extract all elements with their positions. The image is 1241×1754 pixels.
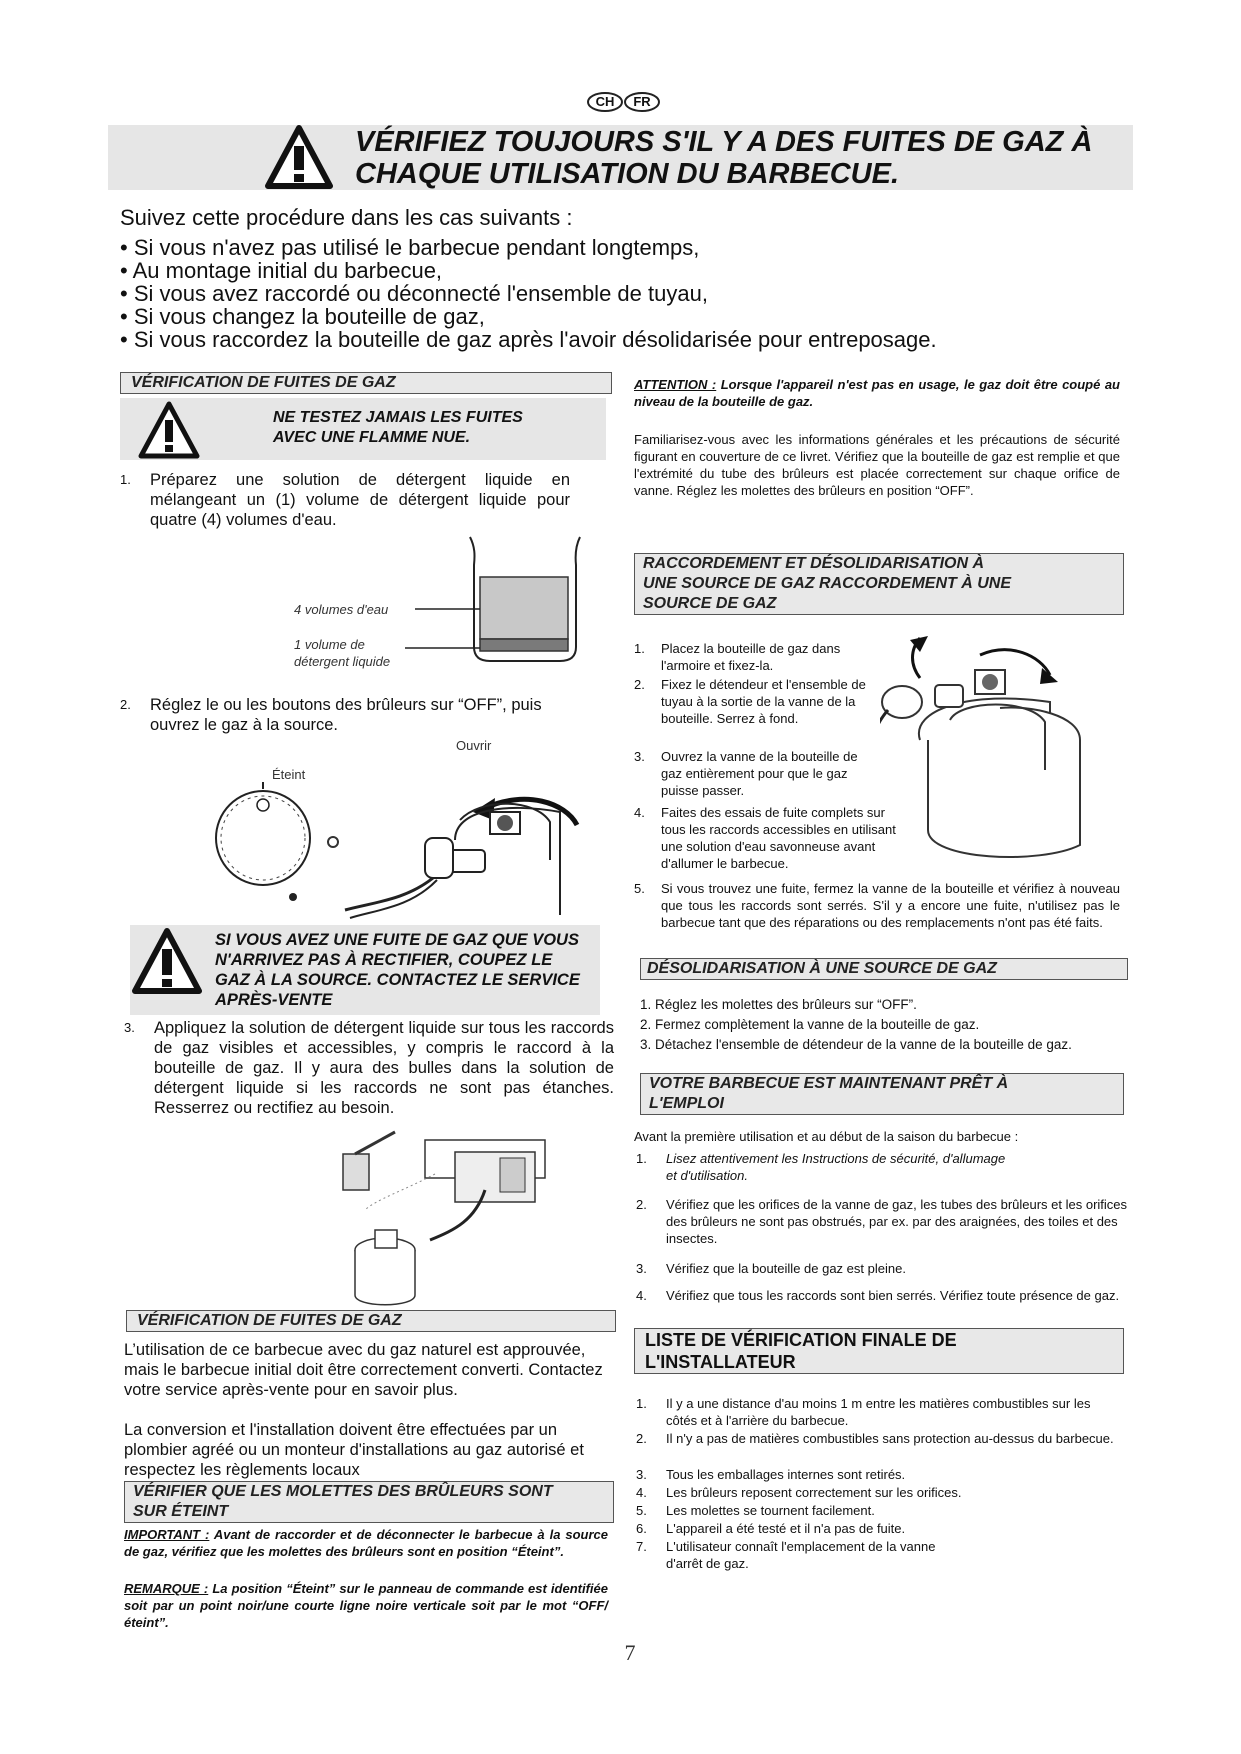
detergent-label: 1 volume de détergent liquide (294, 637, 391, 669)
valve-open-label: Ouvrir (456, 738, 492, 753)
bullet-item: • Au montage initial du barbecue, (120, 258, 443, 283)
leak-check-header: VÉRIFICATION DE FUITES DE GAZ (120, 372, 612, 394)
warning-triangle-icon (138, 400, 200, 460)
bullet-item: • Si vous n'avez pas utilisé le barbecue pendant longtemps, (120, 235, 700, 260)
step1: 1. Préparez une solution de détergent liquide en mélangeant un (1) volume de détergent liquide pour quatre (4) volumes d'eau. (120, 471, 570, 529)
attention-note: ATTENTION : Lorsque l'appareil n'est pas en usage, le gaz doit être coupé au niveau de la bouteille de gaz. (634, 377, 1120, 409)
cylinder-regulator-illustration (880, 630, 1135, 870)
connect-step-5: 5. Si vous trouvez une fuite, fermez la vanne de la bouteille et vérifiez à nouveau que tous les raccords sont serrés. S'il y a encore une fuite, n'utilisez pas le barbecue tant que des réparations ou des remplacements n'ont pas été faits. (634, 881, 1120, 930)
ready-step-4: 4. Vérifiez que tous les raccords sont bien serrés. Vérifiez toute présence de gaz. (636, 1288, 1120, 1303)
checklist-item-5: 5. Les molettes se tournent facilement. (636, 1503, 875, 1518)
ready-step-3: 3. Vérifiez que la bouteille de gaz est pleine. (636, 1261, 906, 1276)
flame-warning-text: NE TESTEZ JAMAIS LES FUITES AVEC UNE FLAMME NUE. (273, 409, 523, 446)
ready-intro: Avant la première utilisation et au début de la saison du barbecue : (634, 1129, 1019, 1144)
bullet-item: • Si vous avez raccordé ou déconnecté l'ensemble de tuyau, (120, 281, 708, 306)
bullet-item: • Si vous raccordez la bouteille de gaz après l'avoir désolidarisée pour entreposage. (120, 327, 937, 352)
connect-step-2: 2. Fixez le détendeur et l'ensemble de tuyau à la sortie de la vanne de la bouteille. Serrez à fond. (634, 677, 866, 726)
valve-off-label: Éteint (272, 767, 306, 782)
ready-step-2: 2. Vérifiez que les orifices de la vanne de gaz, les tubes des brûleurs et les orifices des brûleurs ne sont pas obstrués, par ex. par des araignées, des toiles et des insectes. (636, 1197, 1128, 1246)
connect-step-1: 1. Placez la bouteille de gaz dans l'armoire et fixez-la. (634, 641, 841, 673)
main-title (355, 126, 1092, 190)
natgas-para2: La conversion et l'installation doivent être effectuées par un plombier agréé ou un monteur d'installations au gaz autorisé et respectez les règlements locaux (124, 1421, 584, 1479)
familiarize-text: Familiarisez-vous avec les informations générales et les précautions de sécurité figurant en couverture de ce livret. Vérifiez que la bouteille de gaz est remplie et que l'extrémité du tube des brûleurs est placée correctement sur chaque orifice de vanne. Réglez les molettes des brûleurs en position “OFF”. (634, 432, 1120, 498)
disconnect-step-1: 1. Réglez les molettes des brûleurs sur “OFF”. (640, 997, 917, 1012)
checklist-item-3: 3. Tous les emballages internes sont retirés. (636, 1467, 906, 1482)
natgas-para1: L’utilisation de ce barbecue avec du gaz naturel est approuvée, mais le barbecue initial doit être correctement converti. Contactez votre service après-vente pour en savoir plus. (124, 1341, 603, 1399)
intro-lead: Suivez cette procédure dans les cas suivants : (120, 205, 573, 230)
leak-test-illustration (335, 1130, 615, 1310)
disconnect-step-3: 3. Détachez l'ensemble de détendeur de la vanne de la bouteille de gaz. (640, 1037, 1072, 1052)
step2: 2. Réglez le ou les boutons des brûleurs sur “OFF”, puis ouvrez le gaz à la source. (120, 696, 542, 734)
main-title-line1: VÉRIFIEZ TOUJOURS S'IL Y A DES FUITES DE GAZ À (355, 126, 1093, 158)
important-note: IMPORTANT : Avant de raccorder et de déconnecter le barbecue à la source de gaz, vérifiez que les molettes des brûleurs sont en position “Éteint”. (124, 1527, 609, 1559)
connect-header: RACCORDEMENT ET DÉSOLIDARISATION À UNE SOURCE DE GAZ RACCORDEMENT À UNE SOURCE DE GAZ (634, 553, 1124, 615)
main-title-line2: CHAQUE UTILISATION DU BARBECUE. (355, 158, 900, 190)
badge-fr: FR (633, 94, 651, 109)
knobs-header: VÉRIFIER QUE LES MOLETTES DES BRÛLEURS SONT SUR ÉTEINT (124, 1481, 614, 1523)
checklist-item-7: 7. L'utilisateur connaît l'emplacement de la vanne d'arrêt de gaz. (636, 1539, 936, 1571)
checklist-item-1: 1. Il y a une distance d'au moins 1 m entre les matières combustibles sur les côtés et à l'arrière du barbecue. (636, 1396, 1091, 1428)
connect-step-3: 3. Ouvrez la vanne de la bouteille de gaz entièrement pour que le gaz puisse passer. (634, 749, 858, 798)
checklist-item-4: 4. Les brûleurs reposent correctement sur les orifices. (636, 1485, 962, 1500)
disconnect-steps (640, 995, 1140, 1055)
disconnect-step-2: 2. Fermez complètement la vanne de la bouteille de gaz. (640, 1017, 980, 1032)
checklist-header: LISTE DE VÉRIFICATION FINALE DE L'INSTALLATEUR (634, 1328, 1124, 1374)
water-label: 4 volumes d'eau (294, 602, 389, 617)
leak-warning-text: SI VOUS AVEZ UNE FUITE DE GAZ QUE VOUS N'ARRIVEZ PAS À RECTIFIER, COUPEZ LE GAZ À LA SOURCE. CONTACTEZ LE SERVICE APRÈS-VENTE (215, 931, 580, 1009)
natgas-header: VÉRIFICATION DE FUITES DE GAZ (126, 1310, 616, 1332)
language-badges (585, 90, 665, 114)
page-number: 7 (624, 1640, 636, 1665)
checklist-item-6: 6. L'appareil a été testé et il n'a pas de fuite. (636, 1521, 906, 1536)
connect-step-4: 4. Faites des essais de fuite complets sur tous les raccords accessibles en utilisant une solution d'eau savonneuse avant d'allumer le barbecue. (634, 805, 896, 871)
ready-step-1: 1. Lisez attentivement les Instructions de sécurité, d'allumage et d'utilisation. (636, 1151, 1006, 1183)
ready-header: VOTRE BARBECUE EST MAINTENANT PRÊT À L'EMPLOI (640, 1073, 1124, 1115)
remarque-note: REMARQUE : La position “Éteint” sur le panneau de commande est identifiée soit par un point noir/une courte ligne noire verticale soit par le mot “OFF/éteint”. (124, 1581, 608, 1630)
step3: 3. Appliquez la solution de détergent liquide sur tous les raccords de gaz visibles et accessibles, y compris le raccord à la bouteille de gaz. Il y aura des bulles dans la solution de détergent liquide si les raccords ne sont pas étanches. Resserrez ou rectifiez au besoin. (124, 1019, 614, 1117)
disconnect-header: DÉSOLIDARISATION À UNE SOURCE DE GAZ (640, 958, 1128, 980)
checklist-item-2: 2. Il n'y a pas de matières combustibles sans protection au-dessus du barbecue. (636, 1431, 1114, 1446)
warning-triangle-icon (132, 927, 202, 995)
badge-ch: CH (595, 94, 615, 109)
warning-triangle-icon (265, 124, 333, 190)
intro-bullets (120, 236, 937, 351)
bullet-item: • Si vous changez la bouteille de gaz, (120, 304, 485, 329)
knob-and-valve-illustration (205, 750, 585, 920)
